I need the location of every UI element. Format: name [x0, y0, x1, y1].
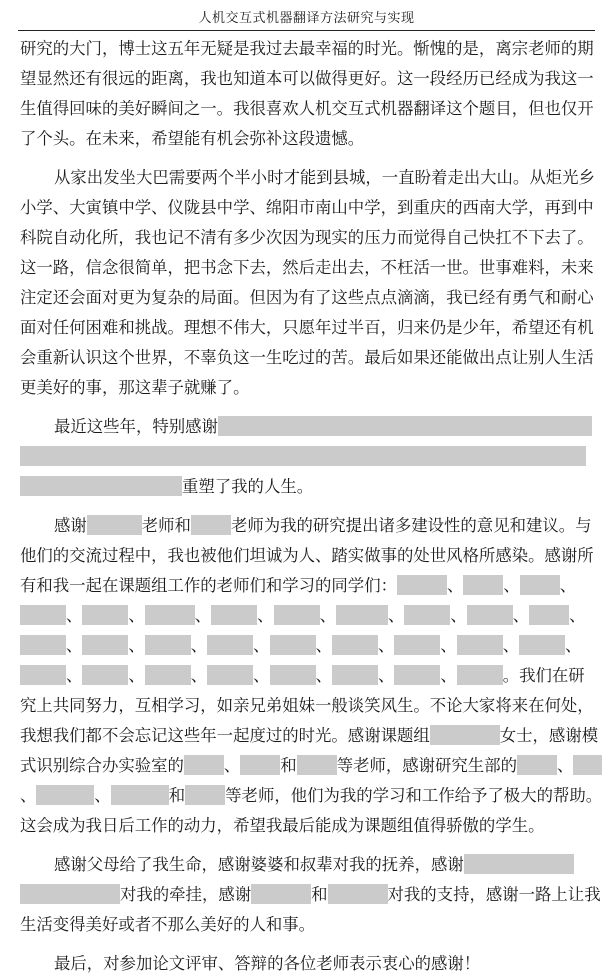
paragraph-line: 这一路，信念很简单，把书念下去，然后走出去，不枉活一世。世事难料，未来: [20, 258, 594, 277]
redaction-box: [218, 416, 592, 436]
redaction-box: [185, 785, 225, 805]
paragraph-line: [20, 511, 602, 541]
redaction-box: [457, 665, 503, 685]
redaction-box: [87, 515, 142, 535]
paragraph-line: 了个头。在未来，希望能有机会弥补这段遗憾。: [20, 129, 365, 148]
text-run: 感谢: [54, 516, 87, 535]
separator: 、: [128, 606, 145, 625]
paragraph-line: [20, 442, 602, 472]
text-run: 等老师，他们为我的学习和工作给予了极大的帮助。: [225, 786, 602, 805]
separator: 、: [440, 666, 457, 685]
separator: 、: [377, 666, 395, 685]
redaction-box: [145, 635, 191, 655]
text-run: 和: [280, 756, 297, 775]
separator: 、: [194, 606, 212, 625]
redaction-box: [207, 665, 253, 685]
paragraph-line: 他们的交流过程中，我也被他们坦诚为人、踏实做事的处世风格所感染。感谢所: [20, 546, 594, 565]
redaction-box: [240, 755, 280, 775]
text-run: 女士，感谢模: [499, 726, 599, 745]
separator: 、: [569, 606, 586, 625]
redaction-box: [211, 605, 257, 625]
paragraph-line: 更美好的事，那这辈子就赚了。: [20, 378, 250, 397]
redaction-box: [529, 605, 569, 625]
text-run: 重塑了我的人生。: [182, 477, 314, 496]
text-run: 感谢父母给了我生命，感谢婆婆和叔辈对我的抚养，感谢: [54, 855, 464, 874]
separator: 、: [446, 576, 464, 595]
separator: 、: [565, 636, 582, 655]
redaction-box: [430, 725, 500, 745]
redaction-box: [467, 605, 513, 625]
separator: 、: [512, 606, 530, 625]
redaction-box: [145, 665, 191, 685]
redaction-box: [332, 635, 378, 655]
redaction-box: [36, 785, 94, 805]
paragraph-line: [20, 781, 602, 811]
separator: 、: [502, 636, 520, 655]
separator: 、: [190, 636, 208, 655]
text-run: 式识别综合办实验室的: [20, 756, 184, 775]
redaction-box: [332, 665, 378, 685]
redaction-box: [274, 605, 320, 625]
separator: 、: [450, 606, 467, 625]
header-rule: [18, 30, 595, 31]
redaction-box: [463, 575, 503, 595]
document-body: [20, 34, 602, 979]
running-header: 人机交互式机器翻译方法研究与实现: [198, 11, 415, 26]
paragraph-line: 生值得回味的美好瞬间之一。我很喜欢人机交互式机器翻译这个题目，但也仅开: [20, 99, 594, 118]
paragraph-line: 这会成为我日后工作的动力，希望我最后能成为课题组值得骄傲的学生。: [20, 816, 545, 835]
paragraph-line: 科院自动化所，我也记不清有多少次因为现实的压力而觉得自己快扛不下去了。: [20, 228, 594, 247]
redaction-box: [82, 635, 128, 655]
text-run: 老师为我的研究提出诸多建设性的意见和建议。与: [230, 516, 592, 535]
paragraph-line: 面对任何困难和挑战。理想不伟大，只愿年过半百，归来仍是少年，希望还有机: [20, 318, 594, 337]
redaction-box: [20, 446, 586, 466]
redaction-box: [111, 785, 169, 805]
paragraph-line: [20, 472, 602, 502]
redaction-box: [207, 635, 253, 655]
text-run: 。我们在研: [502, 666, 585, 685]
paragraph-line: [20, 721, 602, 751]
redaction-box: [394, 665, 440, 685]
separator: 、: [387, 606, 405, 625]
separator: 、: [66, 606, 83, 625]
separator: 、: [315, 636, 332, 655]
text-run: 对我的牵挂，感谢: [120, 885, 252, 904]
redaction-box: [270, 635, 316, 655]
separator: 、: [315, 666, 332, 685]
redaction-box: [20, 884, 120, 904]
redaction-box: [20, 665, 66, 685]
paragraph-line: [20, 661, 602, 691]
paragraph-line: 注定还会面对更为复杂的局面。但因为有了这些点点滴滴，我已经有勇气和耐心: [20, 288, 594, 307]
redaction-box: [251, 884, 311, 904]
separator: 、: [556, 756, 574, 775]
redaction-box: [394, 635, 440, 655]
separator: 、: [94, 786, 111, 805]
paragraph-line: 究上共同努力，互相学习，如亲兄弟姐妹一般谈笑风生。不论大家将来在何处，: [20, 696, 594, 715]
separator: 、: [319, 606, 336, 625]
redaction-box: [464, 854, 574, 874]
paragraph-line: [20, 880, 602, 910]
paragraph-line: [20, 631, 602, 661]
text-run: 和: [168, 786, 186, 805]
separator: 、: [20, 786, 37, 805]
paragraph-line: [20, 601, 602, 631]
paragraph-line: 从家出发坐大巴需要两个半小时才能到县城，一直盼着走出大山。从炬光乡: [54, 168, 595, 187]
text-run: 我想我们都不会忘记这些年一起度过的时光。感谢课题组: [20, 726, 430, 745]
separator: 、: [440, 636, 457, 655]
text-run: 等老师，感谢研究生部的: [336, 756, 517, 775]
redaction-box: [20, 476, 182, 496]
paragraph-line: 望显然还有很远的距离，我也知道本可以做得更好。这一段经历已经成为我这一: [20, 69, 594, 88]
redaction-box: [517, 755, 557, 775]
paragraph-line: 会重新认识这个世界，不辜负这一生吃过的苦。最后如果还能做出点让别人生活: [20, 348, 594, 367]
redaction-box: [573, 755, 602, 775]
text-run: 和: [311, 885, 328, 904]
redaction-box: [270, 665, 316, 685]
redaction-box: [328, 884, 388, 904]
text-run: 对我的支持，感谢一路上让我: [387, 885, 601, 904]
separator: 、: [128, 666, 145, 685]
redaction-box: [20, 605, 66, 625]
separator: 、: [223, 756, 241, 775]
redaction-box: [457, 635, 503, 655]
paragraph-line: 研究的大门，博士这五年无疑是我过去最幸福的时光。惭愧的是，离宗老师的期: [20, 39, 594, 58]
separator: 、: [190, 666, 208, 685]
redaction-box: [519, 635, 565, 655]
paragraph-line: [20, 571, 602, 601]
redaction-box: [20, 635, 66, 655]
redaction-box: [404, 605, 450, 625]
separator: 、: [253, 666, 270, 685]
paragraph-line: [20, 850, 602, 880]
separator: 、: [257, 606, 274, 625]
paragraph-line: [20, 751, 602, 781]
redaction-box: [520, 575, 560, 595]
redaction-box: [82, 665, 128, 685]
text-run: 最近这些年，特别感谢: [54, 417, 218, 436]
redaction-box: [336, 605, 388, 625]
redaction-box: [397, 575, 447, 595]
redaction-box: [191, 515, 231, 535]
redaction-box: [297, 755, 337, 775]
separator: 、: [559, 576, 577, 595]
separator: 、: [128, 636, 145, 655]
separator: 、: [253, 636, 270, 655]
redaction-box: [145, 605, 195, 625]
redaction-box: [184, 755, 224, 775]
redaction-box: [82, 605, 128, 625]
paragraph-line: [20, 412, 602, 442]
separator: 、: [66, 636, 83, 655]
separator: 、: [66, 666, 83, 685]
text-run: 有和我一起在课题组工作的老师们和学习的同学们：: [20, 576, 397, 595]
paragraph-line: 最后，对参加论文评审、答辩的各位老师表示衷心的感谢！: [54, 954, 481, 973]
separator: 、: [377, 636, 395, 655]
paragraph-line: 生活变得美好或者不那么美好的人和事。: [20, 915, 316, 934]
paragraph-line: 小学、大寅镇中学、仪陇县中学、绵阳市南山中学，到重庆的西南大学，再到中: [20, 198, 594, 217]
separator: 、: [503, 576, 520, 595]
text-run: 老师和: [141, 516, 191, 535]
